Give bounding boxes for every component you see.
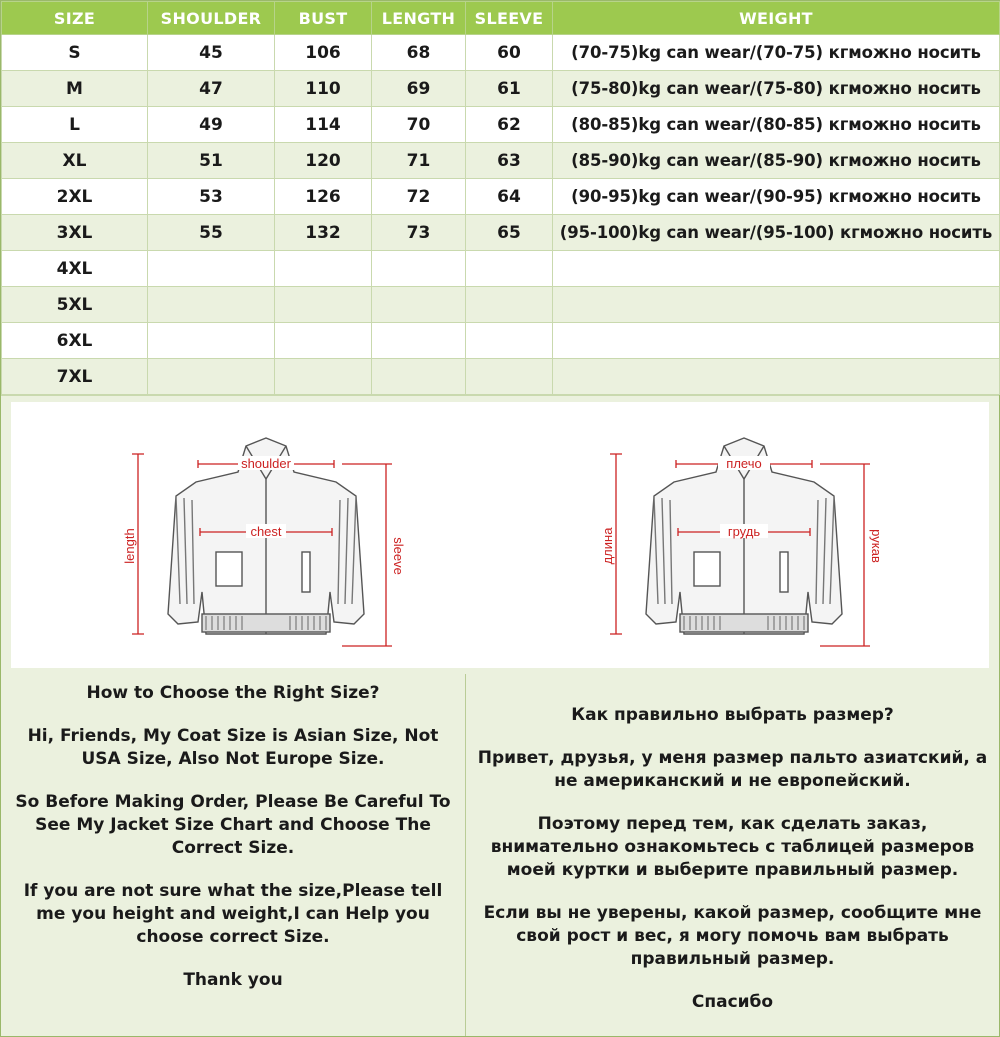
label-chest: chest (250, 524, 282, 539)
cell-sleeve (466, 251, 553, 287)
table-row (2, 287, 1000, 323)
table-row (2, 251, 1000, 287)
cell-shoulder (148, 323, 275, 359)
table-row (2, 35, 1000, 71)
cell-bust: 114 (275, 107, 372, 143)
cell-sleeve (466, 323, 553, 359)
header-weight: WEIGHT (553, 2, 1000, 35)
cell-sleeve: 65 (466, 215, 553, 251)
guide-title-russian: Как правильно выбрать размер? (571, 705, 894, 725)
cell-size: 3XL (2, 215, 148, 251)
cell-sleeve: 60 (466, 35, 553, 71)
guide-title-english: How to Choose the Right Size? (86, 683, 380, 703)
label-sleeve: sleeve (391, 537, 406, 575)
size-table (1, 1, 1000, 395)
table-row (2, 143, 1000, 179)
header-sleeve: SLEEVE (466, 2, 553, 35)
table-row (2, 107, 1000, 143)
jacket-diagram-russian (594, 424, 894, 654)
size-table-header (2, 2, 1000, 35)
cell-weight: (85-90)kg can wear/(85-90) кгможно носить (553, 143, 1000, 179)
cell-length: 72 (372, 179, 466, 215)
cell-sleeve: 64 (466, 179, 553, 215)
label-length-ru: длина (600, 527, 615, 565)
size-guide (1, 674, 999, 1036)
cell-bust (275, 323, 372, 359)
guide-paragraph: Если вы не уверены, какой размер, сообщите мне свой рост и вес, я могу помочь вам выбрать правильный размер. (483, 903, 982, 969)
table-row (2, 323, 1000, 359)
cell-shoulder: 49 (148, 107, 275, 143)
cell-weight (553, 251, 1000, 287)
cell-weight: (75-80)kg can wear/(75-80) кгможно носить (553, 71, 1000, 107)
cell-shoulder: 51 (148, 143, 275, 179)
cell-shoulder: 47 (148, 71, 275, 107)
cell-bust (275, 287, 372, 323)
cell-length (372, 287, 466, 323)
cell-bust: 132 (275, 215, 372, 251)
table-row (2, 359, 1000, 395)
cell-weight (553, 323, 1000, 359)
cell-weight: (80-85)kg can wear/(80-85) кгможно носить (553, 107, 1000, 143)
cell-weight: (70-75)kg can wear/(70-75) кгможно носить (553, 35, 1000, 71)
cell-length: 71 (372, 143, 466, 179)
cell-size: S (2, 35, 148, 71)
header-bust: BUST (275, 2, 372, 35)
cell-length: 69 (372, 71, 466, 107)
cell-size: 2XL (2, 179, 148, 215)
label-length: length (122, 528, 137, 564)
cell-length: 68 (372, 35, 466, 71)
header-length: LENGTH (372, 2, 466, 35)
cell-size: 5XL (2, 287, 148, 323)
cell-size: 7XL (2, 359, 148, 395)
cell-sleeve: 62 (466, 107, 553, 143)
cell-bust: 110 (275, 71, 372, 107)
cell-bust: 126 (275, 179, 372, 215)
cell-length: 73 (372, 215, 466, 251)
cell-shoulder: 45 (148, 35, 275, 71)
table-row (2, 179, 1000, 215)
cell-shoulder (148, 251, 275, 287)
cell-length (372, 323, 466, 359)
cell-shoulder: 53 (148, 179, 275, 215)
cell-size: 4XL (2, 251, 148, 287)
label-shoulder: shoulder (241, 456, 291, 471)
label-sleeve-ru: рукав (869, 529, 884, 563)
cell-weight: (90-95)kg can wear/(90-95) кгможно носить (553, 179, 1000, 215)
table-row (2, 215, 1000, 251)
cell-weight (553, 287, 1000, 323)
label-shoulder-ru: плечо (726, 456, 762, 471)
cell-sleeve (466, 359, 553, 395)
guide-paragraph: Hi, Friends, My Coat Size is Asian Size, Not USA Size, Also Not Europe Size. (27, 726, 439, 769)
cell-shoulder: 55 (148, 215, 275, 251)
cell-bust (275, 251, 372, 287)
label-chest-ru: грудь (727, 524, 761, 539)
cell-length: 70 (372, 107, 466, 143)
header-shoulder: SHOULDER (148, 2, 275, 35)
table-row (2, 71, 1000, 107)
header-size: SIZE (2, 2, 148, 35)
cell-bust: 106 (275, 35, 372, 71)
cell-sleeve: 63 (466, 143, 553, 179)
size-guide-english (1, 674, 466, 1036)
cell-shoulder (148, 359, 275, 395)
measurement-diagram (1, 395, 999, 675)
diagram-panel (11, 402, 989, 668)
cell-size: L (2, 107, 148, 143)
guide-paragraph: If you are not sure what the size,Please tell me you height and weight,I can Help you choose correct Size. (23, 881, 443, 947)
jacket-diagram-english (116, 424, 416, 654)
cell-length (372, 251, 466, 287)
cell-length (372, 359, 466, 395)
cell-shoulder (148, 287, 275, 323)
cell-sleeve: 61 (466, 71, 553, 107)
cell-weight: (95-100)kg can wear/(95-100) кгможно носить (553, 215, 1000, 251)
guide-thanks: Thank you (183, 970, 283, 990)
cell-size: 6XL (2, 323, 148, 359)
guide-paragraph: So Before Making Order, Please Be Careful To See My Jacket Size Chart and Choose The Correct Size. (15, 792, 451, 858)
guide-paragraph: Привет, друзья, у меня размер пальто азиатский, а не американский и не европейский. (477, 748, 988, 791)
cell-sleeve (466, 287, 553, 323)
size-guide-russian (466, 674, 999, 1036)
guide-paragraph: Поэтому перед тем, как сделать заказ, внимательно ознакомьтесь с таблицей размеров моей куртки и выберите правильный размер. (490, 814, 975, 880)
cell-weight (553, 359, 1000, 395)
cell-size: XL (2, 143, 148, 179)
cell-bust: 120 (275, 143, 372, 179)
cell-bust (275, 359, 372, 395)
guide-thanks: Спасибо (691, 992, 774, 1012)
cell-size: M (2, 71, 148, 107)
